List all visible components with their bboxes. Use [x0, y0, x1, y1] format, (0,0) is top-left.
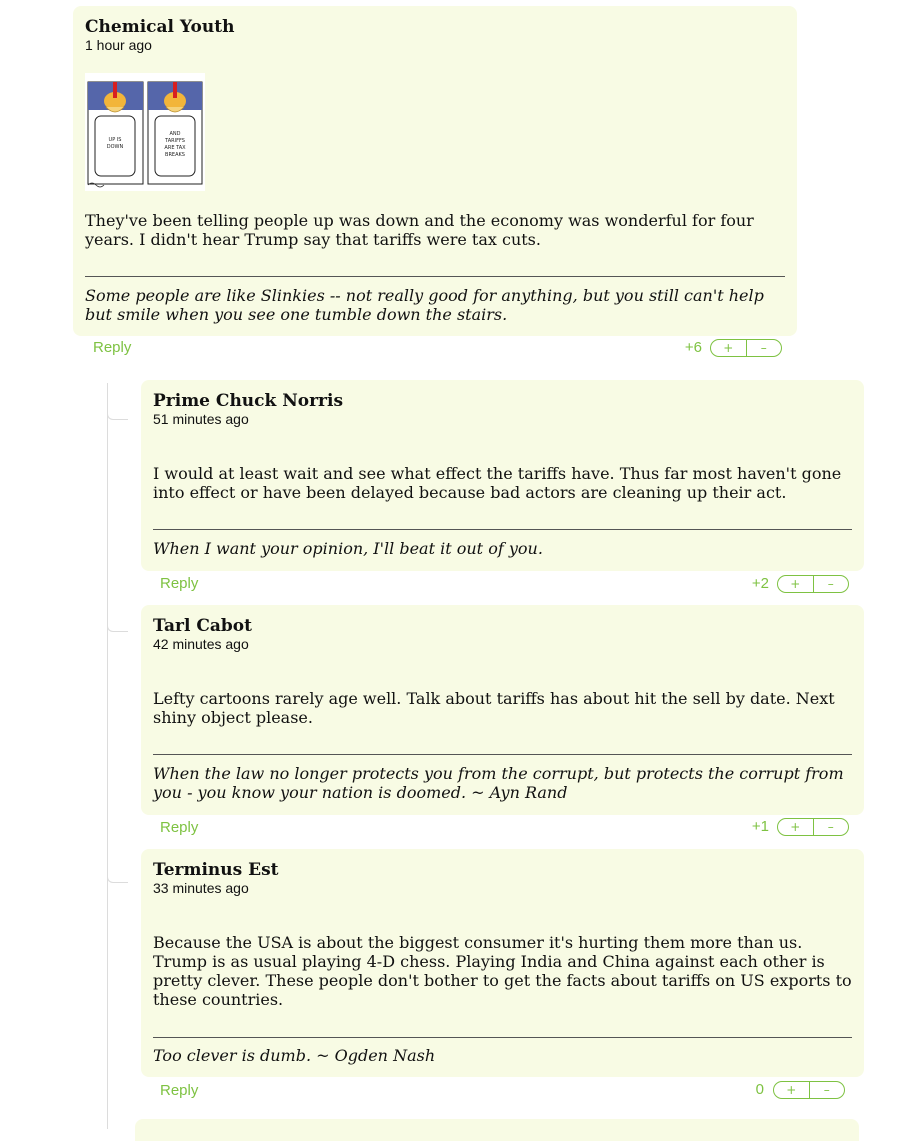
- signature-divider: [153, 754, 852, 755]
- downvote-button[interactable]: –: [827, 820, 834, 834]
- cartoon-panel2-line: ARE TAX: [164, 145, 186, 151]
- comment-body: Because the USA is about the biggest consumer it's hurting them more than us. Trump is as usual playing 4-D chess. Playing India and China against each other is pretty clever. These people don't bother to get the facts about tariffs on US exports to these countries.: [153, 933, 852, 1009]
- downvote-button[interactable]: –: [827, 577, 834, 591]
- comment-body: I would at least wait and see what effect the tariffs have. Thus far most haven't gone into effect or have been delayed because bad actors are cleaning up their act.: [153, 464, 842, 502]
- comment-card: [141, 605, 864, 815]
- thread-hook: [107, 383, 128, 420]
- comment-author[interactable]: Chemical Youth: [85, 17, 235, 37]
- signature-divider: [153, 529, 852, 530]
- downvote-button[interactable]: –: [823, 1083, 830, 1097]
- reply-button[interactable]: Reply: [93, 339, 132, 356]
- cartoon-panel1-line: DOWN: [106, 144, 124, 150]
- comment-author[interactable]: Prime Chuck Norris: [153, 391, 344, 411]
- comment-signature: Too clever is dumb. ~ Ogden Nash: [153, 1046, 436, 1065]
- comment-time: 51 minutes ago: [153, 411, 249, 427]
- comment-signature: When the law no longer protects you from the corrupt, but protects the corrupt from you - you know your nation is doomed. ~ Ayn Rand: [153, 764, 844, 802]
- comment-card: [135, 1119, 859, 1141]
- comment-score: +2: [751, 575, 769, 592]
- reply-button[interactable]: Reply: [160, 1082, 199, 1099]
- reply-button[interactable]: Reply: [160, 819, 199, 836]
- comment-signature: Some people are like Slinkies -- not really good for anything, but you still can't help but smile when you see one tumble down the stairs.: [85, 286, 764, 324]
- thread-line: [107, 383, 108, 1129]
- signature-divider: [153, 1037, 852, 1038]
- comment-author[interactable]: Terminus Est: [153, 860, 279, 880]
- upvote-button[interactable]: +: [778, 576, 814, 592]
- vote-control: [773, 1081, 845, 1099]
- comment-score: 0: [755, 1081, 764, 1098]
- comment-time: 33 minutes ago: [153, 880, 249, 896]
- comment-score: +1: [751, 818, 769, 835]
- cartoon-panel2-line: TARIFFS: [165, 138, 185, 144]
- vote-control: [777, 575, 849, 593]
- upvote-button[interactable]: +: [774, 1082, 810, 1098]
- thread-hook: [107, 595, 128, 632]
- vote-control: [777, 818, 849, 836]
- reply-button[interactable]: Reply: [160, 575, 199, 592]
- comment-time: 42 minutes ago: [153, 636, 249, 652]
- comment-score: +6: [684, 339, 702, 356]
- downvote-button[interactable]: –: [760, 341, 767, 355]
- comment-card: [141, 380, 864, 571]
- cartoon-panel2-line: BREAKS: [165, 152, 185, 158]
- cartoon-panel1-line: UP IS: [108, 137, 122, 143]
- signature-divider: [85, 276, 785, 277]
- cartoon-image[interactable]: [85, 73, 205, 191]
- thread-hook: [107, 846, 128, 883]
- comment-body: They've been telling people up was down and the economy was wonderful for four years. I didn't hear Trump say that tariffs were tax cuts.: [85, 211, 754, 249]
- comment-card: [141, 849, 864, 1077]
- upvote-button[interactable]: +: [778, 819, 814, 835]
- comment-author[interactable]: Tarl Cabot: [153, 616, 252, 636]
- cartoon-panel2-line: AND: [169, 131, 181, 137]
- upvote-button[interactable]: +: [711, 340, 747, 356]
- vote-control: [710, 339, 782, 357]
- comment-time: 1 hour ago: [85, 37, 152, 53]
- comment-body: Lefty cartoons rarely age well. Talk about tariffs has about hit the sell by date. Next shiny object please.: [153, 689, 835, 727]
- comment-signature: When I want your opinion, I'll beat it out of you.: [153, 539, 543, 558]
